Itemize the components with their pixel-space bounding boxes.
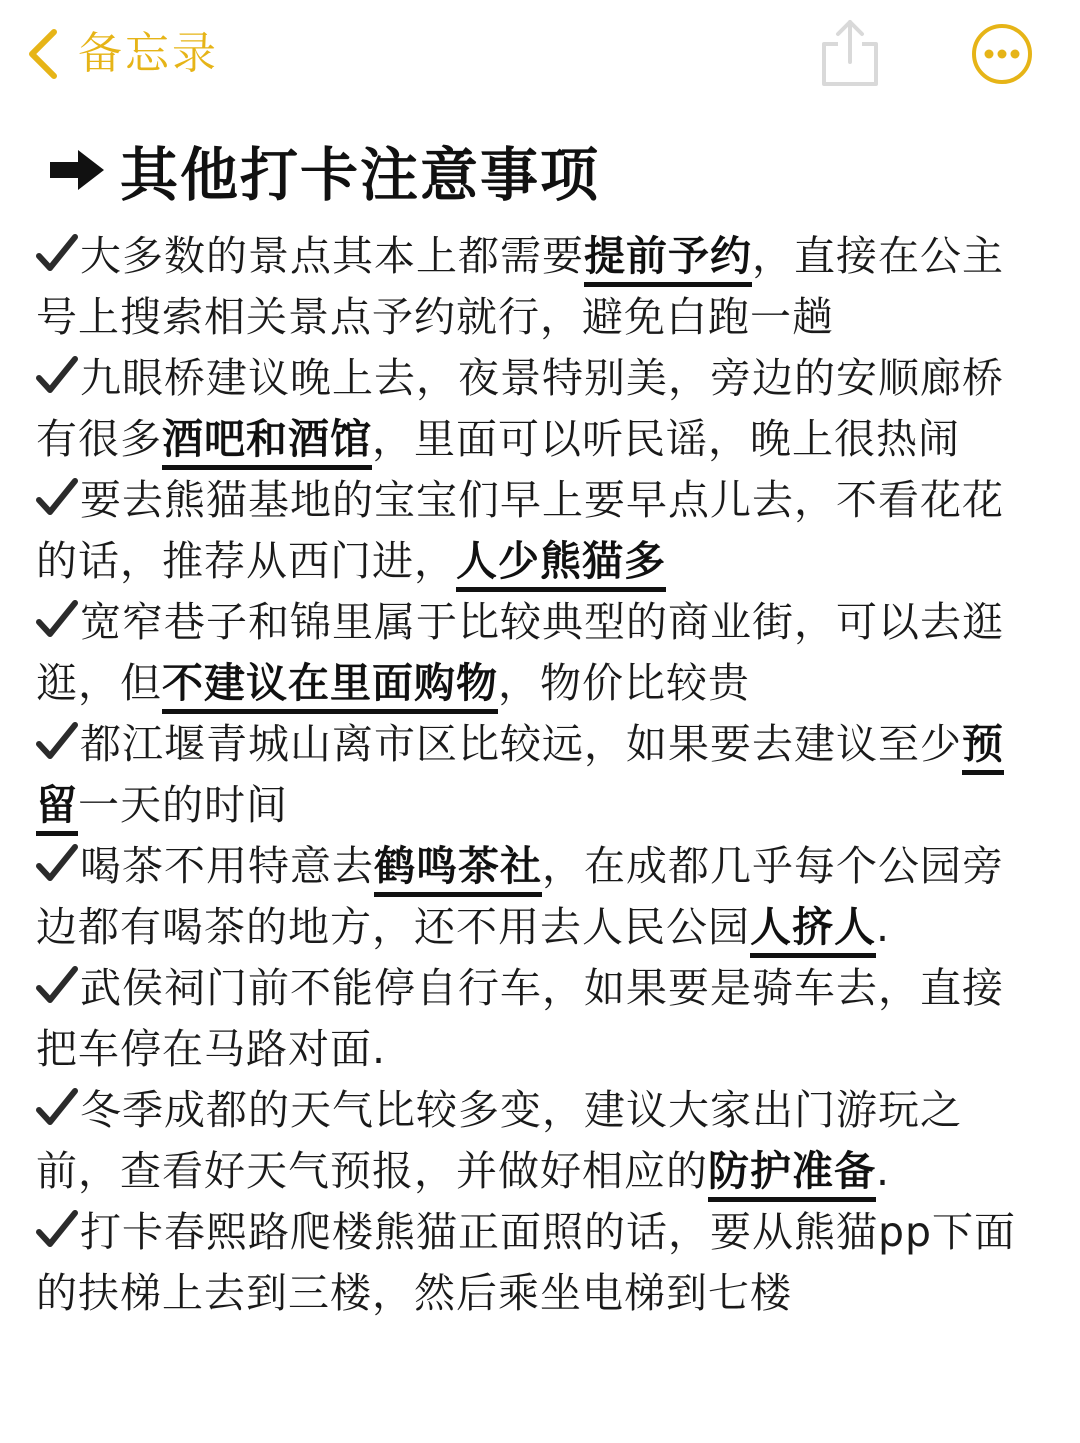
tip-item [36, 1080, 1036, 1202]
tip-text: . [876, 1147, 891, 1195]
tip-item [36, 470, 1036, 592]
checkmark-icon [36, 478, 78, 518]
tip-text: 都江堰青城山离市区比较远，如果要去建议至少 [80, 720, 962, 768]
checkmark-icon [36, 1088, 78, 1128]
chevron-left-icon [24, 26, 64, 82]
tip-highlight: 人挤人 [750, 903, 876, 958]
tip-text: 喝茶不用特意去 [80, 842, 374, 890]
tip-item [36, 836, 1036, 958]
share-icon[interactable] [818, 14, 882, 90]
tip-highlight: 提前予约 [584, 232, 752, 287]
tips-list [36, 226, 1036, 1324]
tip-text: . [876, 903, 891, 951]
tip-highlight: 鹤鸣茶社 [374, 842, 542, 897]
tip-text: ，直接在公主号上搜索相关景点予约就行，避免白跑一趟 [36, 232, 1004, 341]
tip-highlight: 酒吧和酒馆 [162, 415, 372, 470]
tip-text: 冬季成都的天气比较多变，建议大家出门游玩之前，查看好天气预报，并做好相应的 [36, 1086, 962, 1195]
right-arrow-icon [48, 146, 106, 194]
tip-item [36, 958, 1036, 1080]
checkmark-icon [36, 1210, 78, 1250]
checkmark-icon [36, 722, 78, 762]
tip-text: 大多数的景点其本上都需要 [80, 232, 584, 280]
checkmark-icon [36, 234, 78, 274]
note-title: 其他打卡注意事项 [120, 141, 601, 209]
tip-highlight: 不建议在里面购物 [162, 659, 498, 714]
checkmark-icon [36, 844, 78, 884]
tip-highlight: 防护准备 [708, 1147, 876, 1202]
tip-item [36, 226, 1036, 348]
tip-text: 武侯祠门前不能停自行车，如果要是骑车去，直接把车停在马路对面. [36, 964, 1004, 1073]
back-button[interactable] [24, 22, 219, 86]
back-label: 备忘录 [78, 28, 219, 79]
navigation-bar [0, 0, 1080, 110]
checkmark-icon [36, 966, 78, 1006]
tip-text: 要去熊猫基地的宝宝们早上要早点儿去，不看花花的话，推荐从西门进， [36, 476, 1004, 585]
tip-text: ，在成都几乎每个公园旁边都有喝茶的地方，还不用去人民公园 [36, 842, 1004, 951]
tip-text: 一天的时间 [78, 781, 288, 829]
tip-item [36, 714, 1036, 836]
tip-text: 九眼桥建议晚上去，夜景特别美，旁边的安顺廊桥有很多 [36, 354, 1004, 463]
tip-highlight: 预留 [36, 720, 1004, 836]
tip-highlight: 人少熊猫多 [456, 537, 666, 592]
note-content [36, 128, 1036, 1324]
more-icon[interactable] [970, 22, 1034, 86]
checkmark-icon [36, 356, 78, 396]
tip-item [36, 1202, 1036, 1324]
tip-text: 打卡春熙路爬楼熊猫正面照的话，要从熊猫pp下面的扶梯上去到三楼，然后乘坐电梯到七楼 [36, 1208, 1017, 1317]
tip-text: 宽窄巷子和锦里属于比较典型的商业街，可以去逛逛，但 [36, 598, 1004, 707]
tip-item [36, 348, 1036, 470]
note-heading [48, 128, 1036, 212]
tip-text: ，里面可以听民谣，晚上很热闹 [372, 415, 960, 463]
checkmark-icon [36, 600, 78, 640]
tip-text: ，物价比较贵 [498, 659, 750, 707]
tip-item [36, 592, 1036, 714]
